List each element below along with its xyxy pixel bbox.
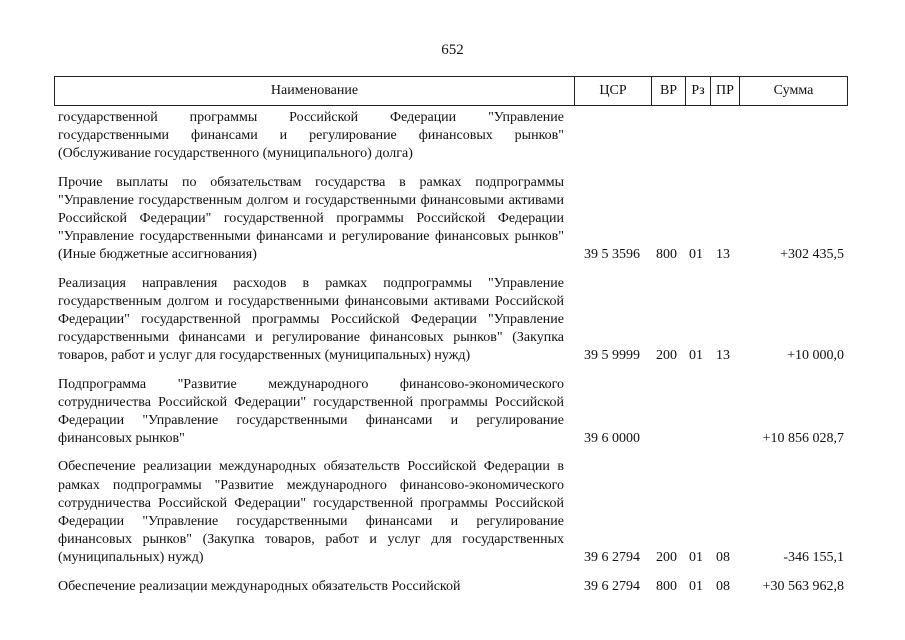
row-name: Реализация направления расходов в рамках подпрограммы "Управление государственным долгом и государственными финансовыми активами Российской Федерации" государственной программы Российской Федерации "Управление государственными финансами и регулирование финансовых рынков" (Закупка товаров, работ и услуг для государственных (муниципальных) нужд) xyxy=(58,275,564,364)
row-sum: +30 563 962,8 xyxy=(762,578,844,594)
table-header xyxy=(54,76,848,106)
row-sum: -346 155,1 xyxy=(783,550,844,566)
row-vr: 800 xyxy=(656,247,677,263)
row-name: государственной программы Российской Федерации "Управление государственными финансами и регулирование финансовых рынков" (Обслуживание государственного (муниципального) долга) xyxy=(58,110,564,162)
header-rz: Рз xyxy=(685,77,710,105)
row-name: Прочие выплаты по обязательствам государства в рамках подпрограммы "Управление государственным долгом и государственными финансовыми активами Российской Федерации" государственной программы Российской Федерации "Управление государственными финансами и регулирование финансовых рынков" (Иные бюджетные ассигнования) xyxy=(58,174,564,263)
row-sum: +302 435,5 xyxy=(780,247,844,263)
header-vr: ВР xyxy=(651,77,685,105)
row-name: Обеспечение реализации международных обязательств Российской xyxy=(58,578,461,594)
table-row xyxy=(58,275,848,366)
row-rz: 01 xyxy=(689,348,703,364)
header-name: Наименование xyxy=(270,83,359,98)
table-row xyxy=(58,174,848,265)
header-csr: ЦСР xyxy=(574,77,651,105)
row-sum: +10 856 028,7 xyxy=(762,431,844,447)
row-rz: 01 xyxy=(689,550,703,566)
header-pr: ПР xyxy=(710,77,739,105)
row-csr: 39 5 9999 xyxy=(584,348,640,364)
row-pr: 08 xyxy=(716,550,730,566)
row-sum: +10 000,0 xyxy=(787,348,844,364)
row-csr: 39 6 2794 xyxy=(584,578,640,594)
row-rz: 01 xyxy=(689,247,703,263)
row-csr: 39 5 3596 xyxy=(584,247,640,263)
row-vr: 200 xyxy=(656,550,677,566)
table-body xyxy=(58,109,848,610)
row-rz: 01 xyxy=(689,578,703,594)
table-row xyxy=(58,578,848,600)
row-csr: 39 6 2794 xyxy=(584,550,640,566)
row-pr: 08 xyxy=(716,578,730,594)
table-row xyxy=(58,458,848,567)
row-vr: 200 xyxy=(656,348,677,364)
row-csr: 39 6 0000 xyxy=(584,431,640,447)
row-name: Обеспечение реализации международных обязательств Российской Федерации в рамках подпрограммы "Развитие международного финансово-экономического сотрудничества Российской Федерации" государственной программы Российской Федерации "Управление государственными финансами и регулирование финансовых рынков" (Закупка товаров, работ и услуг для государственных (муниципальных) нужд) xyxy=(58,459,564,566)
row-pr: 13 xyxy=(716,348,730,364)
row-vr: 800 xyxy=(656,578,677,594)
table-row xyxy=(58,376,848,449)
row-pr: 13 xyxy=(716,247,730,263)
row-name: Подпрограмма "Развитие международного финансово-экономического сотрудничества Российской Федерации" государственной программы Российской Федерации "Управление государственными финансами и регулирование финансовых рынков" xyxy=(58,376,564,447)
table-row xyxy=(58,109,848,164)
page-number: 652 xyxy=(441,42,464,58)
header-sum: Сумма xyxy=(739,77,847,105)
